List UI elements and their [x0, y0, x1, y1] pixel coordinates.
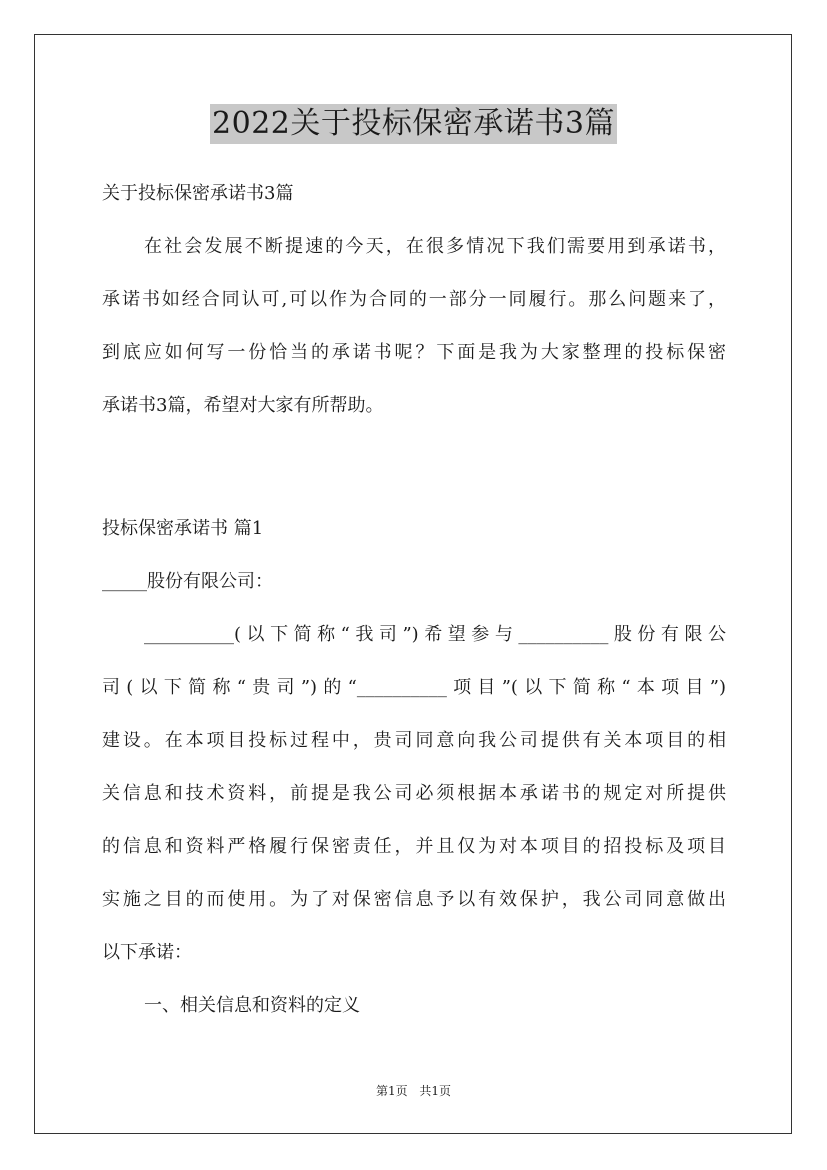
spacer	[102, 424, 726, 477]
intro-line: 在社会发展不断提速的今天，在很多情况下我们需要用到承诺书，	[144, 236, 726, 257]
body-line: 实施之目的而使用。为了对保密信息予以有效保护，我公司同意做出	[102, 889, 726, 910]
body-line: __________(以下简称“我司”)希望参与__________股份有限公	[144, 624, 726, 645]
section-heading: 投标保密承诺书 篇1	[102, 518, 264, 539]
clause-heading: 一、相关信息和资料的定义	[144, 995, 360, 1016]
page-footer	[0, 1082, 827, 1100]
body-line: 的信息和资料严格履行保密责任，并且仅为对本项目的招投标及项目	[102, 836, 726, 857]
intro-line: 到底应如何写一份恰当的承诺书呢？下面是我为大家整理的投标保密	[102, 342, 726, 363]
title-container	[0, 104, 827, 144]
page-number: 第1页	[375, 1084, 408, 1098]
page-total: 共1页	[419, 1084, 452, 1098]
intro-line: 承诺书如经合同认可,可以作为合同的一部分一同履行。那么问题来了，	[102, 289, 726, 310]
intro-line: 承诺书3篇，希望对大家有所帮助。	[102, 395, 384, 416]
salutation: _____股份有限公司：	[102, 571, 273, 592]
document-title: 2022关于投标保密承诺书3篇	[210, 104, 617, 144]
body-line: 司(以下简称“贵司”)的“__________项目”(以下简称“本项目”)	[102, 677, 726, 698]
document-body	[102, 176, 726, 1024]
body-line: 建设。在本项目投标过程中，贵司同意向我公司提供有关本项目的相	[102, 730, 726, 751]
body-line: 以下承诺：	[102, 942, 192, 963]
body-line: 关信息和技术资料，前提是我公司必须根据本承诺书的规定对所提供	[102, 783, 726, 804]
document-subtitle: 关于投标保密承诺书3篇	[102, 183, 294, 204]
